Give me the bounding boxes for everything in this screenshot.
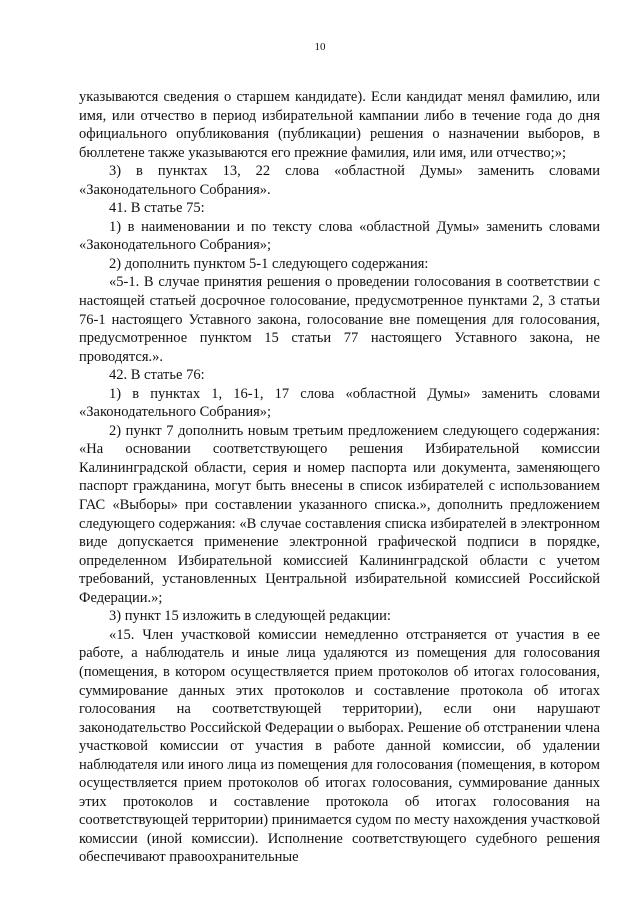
document-body (79, 88, 600, 867)
paragraph-article-75-heading: 41. В статье 75: (109, 200, 205, 217)
paragraph-article-76-heading: 42. В статье 76: (109, 367, 205, 384)
paragraph-article-76-item-1: 1) в пунктах 1, 16-1, 17 слова «областной Думы» заменить словами «Законодательного Собрания»; (79, 385, 600, 421)
paragraph-article-76-item-3: 3) пункт 15 изложить в следующей редакции: (109, 608, 391, 625)
page-number: 10 (314, 41, 326, 53)
paragraph-article-75-item-1: 1) в наименовании и по тексту слова «областной Думы» заменить словами «Законодательного Собрания»; (79, 218, 600, 254)
paragraph-point-15-text: «15. Член участковой комиссии немедленно отстраняется от участия в ее работе, а наблюдатель и иные лица удаляются из помещения для голосования (помещения, в котором осуществляется прием протоколов об итогах голосования, суммирование данных этих протоколов и составление протокола об итогах голосования на соответствующей территории), если они нарушают законодательство Российской Федерации о выборах. Решение об отстранении члена участковой комиссии от участия в работе данной комиссии, об удалении наблюдателя или иного лица из помещения для голосования (помещения, в котором осуществляется прием протоколов об итогах голосования, суммирование данных этих протоколов и составление протокола об итогах голосования на соответствующей территории) принимается судом по месту нахождения участковой комиссии (иной комиссии). Исполнение соответствующего судебного решения обеспечивают правоохранительные (79, 626, 600, 866)
paragraph-item-3-points-13-22: 3) в пунктах 13, 22 слова «областной Думы» заменить словами «Законодательного Собрания». (79, 163, 600, 198)
paragraph-article-76-item-2: 2) пункт 7 дополнить новым третьим предложением следующего содержания: «На основании соответствующего решения Избирательной комиссии Калининградской области, серия и номер паспорта или документа, заменяющего паспорт гражданина, могут быть внесены в список избирателей с использованием ГАС «Выборы» при составлении указанного списка.», дополнить предложением следующего содержания: «В случае составления списка избирателей в электронном виде допускается применение электронной графической подписи в порядке, определенном Избирательной комиссией Калининградской области с учетом требований, установленных Центральной избирательной комиссией Российской Федерации.»; (79, 422, 600, 606)
paragraph-point-5-1-text: «5-1. В случае принятия решения о проведении голосования в соответствии с настоящей статьей досрочное голосование, предусмотренное пунктами 2, 3 статьи 76-1 настоящего Уставного закона, голосование вне помещения для голосования, предусмотренное пунктом 15 статьи 77 настоящего Уставного закона, не проводятся.». (79, 274, 600, 365)
paragraph-article-75-item-2: 2) дополнить пунктом 5-1 следующего содержания: (109, 255, 429, 272)
paragraph-continuation: указываются сведения о старшем кандидате). Если кандидат менял фамилию, или имя, или отчество в период избирательной кампании либо в течение года до дня официального опубликования (публикации) решения о назначении выборов, в бюллетене также указываются его прежние фамилия, или имя, или отчество;»; (79, 89, 600, 161)
